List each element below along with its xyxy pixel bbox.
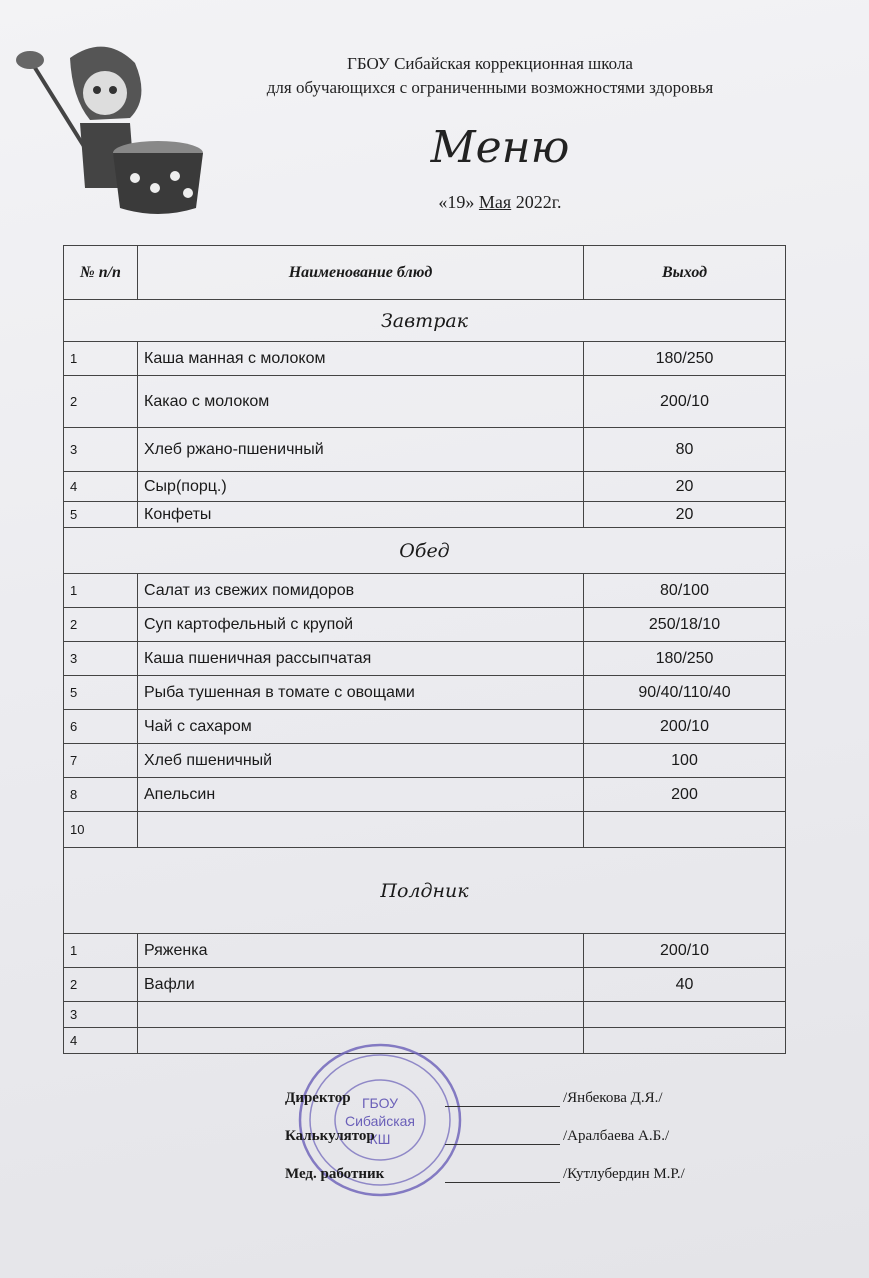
row-number: 5	[64, 502, 138, 528]
signatures-block	[285, 1090, 785, 1204]
header-number: № п/п	[64, 246, 138, 300]
dish-name: Вафли	[138, 968, 584, 1002]
dish-name: Конфеты	[138, 502, 584, 528]
row-number: 3	[64, 642, 138, 676]
row-number: 2	[64, 376, 138, 428]
dish-name: Хлеб пшеничный	[138, 744, 584, 778]
dish-name: Ряженка	[138, 934, 584, 968]
table-row	[64, 428, 786, 472]
signature-line	[445, 1166, 560, 1183]
dish-output: 200	[584, 778, 786, 812]
row-number: 1	[64, 574, 138, 608]
row-number: 5	[64, 676, 138, 710]
signature-line	[445, 1090, 560, 1107]
menu-date	[300, 192, 700, 213]
organization-header	[190, 52, 790, 100]
signature-name: /Янбекова Д.Я./	[563, 1090, 663, 1106]
stamp-line2: Сибайская	[344, 1113, 416, 1129]
dish-name: Чай с сахаром	[138, 710, 584, 744]
dish-output: 90/40/110/40	[584, 676, 786, 710]
table-row	[64, 472, 786, 502]
signature-role: Мед. работник	[285, 1166, 385, 1182]
dish-name: Каша манная с молоком	[138, 342, 584, 376]
section-title: Завтрак	[64, 300, 786, 342]
header-dish-name: Наименование блюд	[138, 246, 584, 300]
row-number: 1	[64, 934, 138, 968]
signature-row-calculator	[285, 1128, 785, 1166]
table-row	[64, 642, 786, 676]
table-row	[64, 342, 786, 376]
dish-output	[584, 1002, 786, 1028]
date-month: Мая	[478, 192, 512, 212]
dish-name: Суп картофельный с крупой	[138, 608, 584, 642]
table-row	[64, 744, 786, 778]
row-number: 1	[64, 342, 138, 376]
dish-output: 200/10	[584, 710, 786, 744]
row-number: 10	[64, 812, 138, 848]
menu-table	[63, 245, 786, 1054]
section-lunch	[64, 528, 786, 574]
table-row	[64, 608, 786, 642]
dish-output	[584, 1028, 786, 1054]
signature-row-medical	[285, 1166, 785, 1204]
dish-output	[584, 812, 786, 848]
dish-output: 20	[584, 472, 786, 502]
signature-role: Калькулятор	[285, 1128, 375, 1144]
row-number: 2	[64, 968, 138, 1002]
row-number: 3	[64, 1002, 138, 1028]
table-row	[64, 778, 786, 812]
table-row	[64, 710, 786, 744]
dish-name: Сыр(порц.)	[138, 472, 584, 502]
dish-name	[138, 812, 584, 848]
dish-name: Салат из свежих помидоров	[138, 574, 584, 608]
table-row	[64, 502, 786, 528]
masha-cooking-illustration	[10, 38, 210, 218]
org-name-line1: ГБОУ Сибайская коррекционная школа	[347, 54, 633, 73]
table-row	[64, 676, 786, 710]
dish-output: 20	[584, 502, 786, 528]
date-year: 2022г.	[515, 192, 562, 212]
signature-row-director	[285, 1090, 785, 1128]
table-row	[64, 574, 786, 608]
table-row	[64, 1002, 786, 1028]
page-title: Меню	[430, 122, 570, 173]
section-title: Полдник	[64, 848, 786, 934]
dish-output: 40	[584, 968, 786, 1002]
row-number: 6	[64, 710, 138, 744]
header-output: Выход	[584, 246, 786, 300]
signature-role: Директор	[285, 1090, 351, 1106]
row-number: 2	[64, 608, 138, 642]
table-row	[64, 812, 786, 848]
dish-output: 180/250	[584, 342, 786, 376]
table-row	[64, 934, 786, 968]
dish-output: 250/18/10	[584, 608, 786, 642]
stamp-line1: ГБОУ	[361, 1095, 399, 1111]
row-number: 4	[64, 472, 138, 502]
dish-name: Хлеб ржано-пшеничный	[138, 428, 584, 472]
dish-output: 80	[584, 428, 786, 472]
dish-name: Рыба тушенная в томате с овощами	[138, 676, 584, 710]
section-afternoon-snack	[64, 848, 786, 934]
section-title: Обед	[64, 528, 786, 574]
row-number: 3	[64, 428, 138, 472]
row-number: 4	[64, 1028, 138, 1054]
section-breakfast	[64, 300, 786, 342]
table-header-row	[64, 246, 786, 300]
org-name-line2: для обучающихся с ограниченными возможностями здоровья	[266, 78, 714, 97]
signature-line	[445, 1128, 560, 1145]
dish-output: 100	[584, 744, 786, 778]
dish-output: 80/100	[584, 574, 786, 608]
signature-name: /Кутлубердин М.Р./	[563, 1166, 685, 1182]
dish-name	[138, 1002, 584, 1028]
row-number: 8	[64, 778, 138, 812]
table-row	[64, 968, 786, 1002]
signature-name: /Аралбаева А.Б./	[563, 1128, 670, 1144]
stamp-line3: КШ	[369, 1131, 391, 1147]
dish-name: Какао с молоком	[138, 376, 584, 428]
dish-name: Апельсин	[138, 778, 584, 812]
dish-output: 180/250	[584, 642, 786, 676]
dish-output: 200/10	[584, 376, 786, 428]
row-number: 7	[64, 744, 138, 778]
dish-name: Каша пшеничная рассыпчатая	[138, 642, 584, 676]
date-day: «19»	[438, 192, 475, 212]
dish-output: 200/10	[584, 934, 786, 968]
table-row	[64, 376, 786, 428]
